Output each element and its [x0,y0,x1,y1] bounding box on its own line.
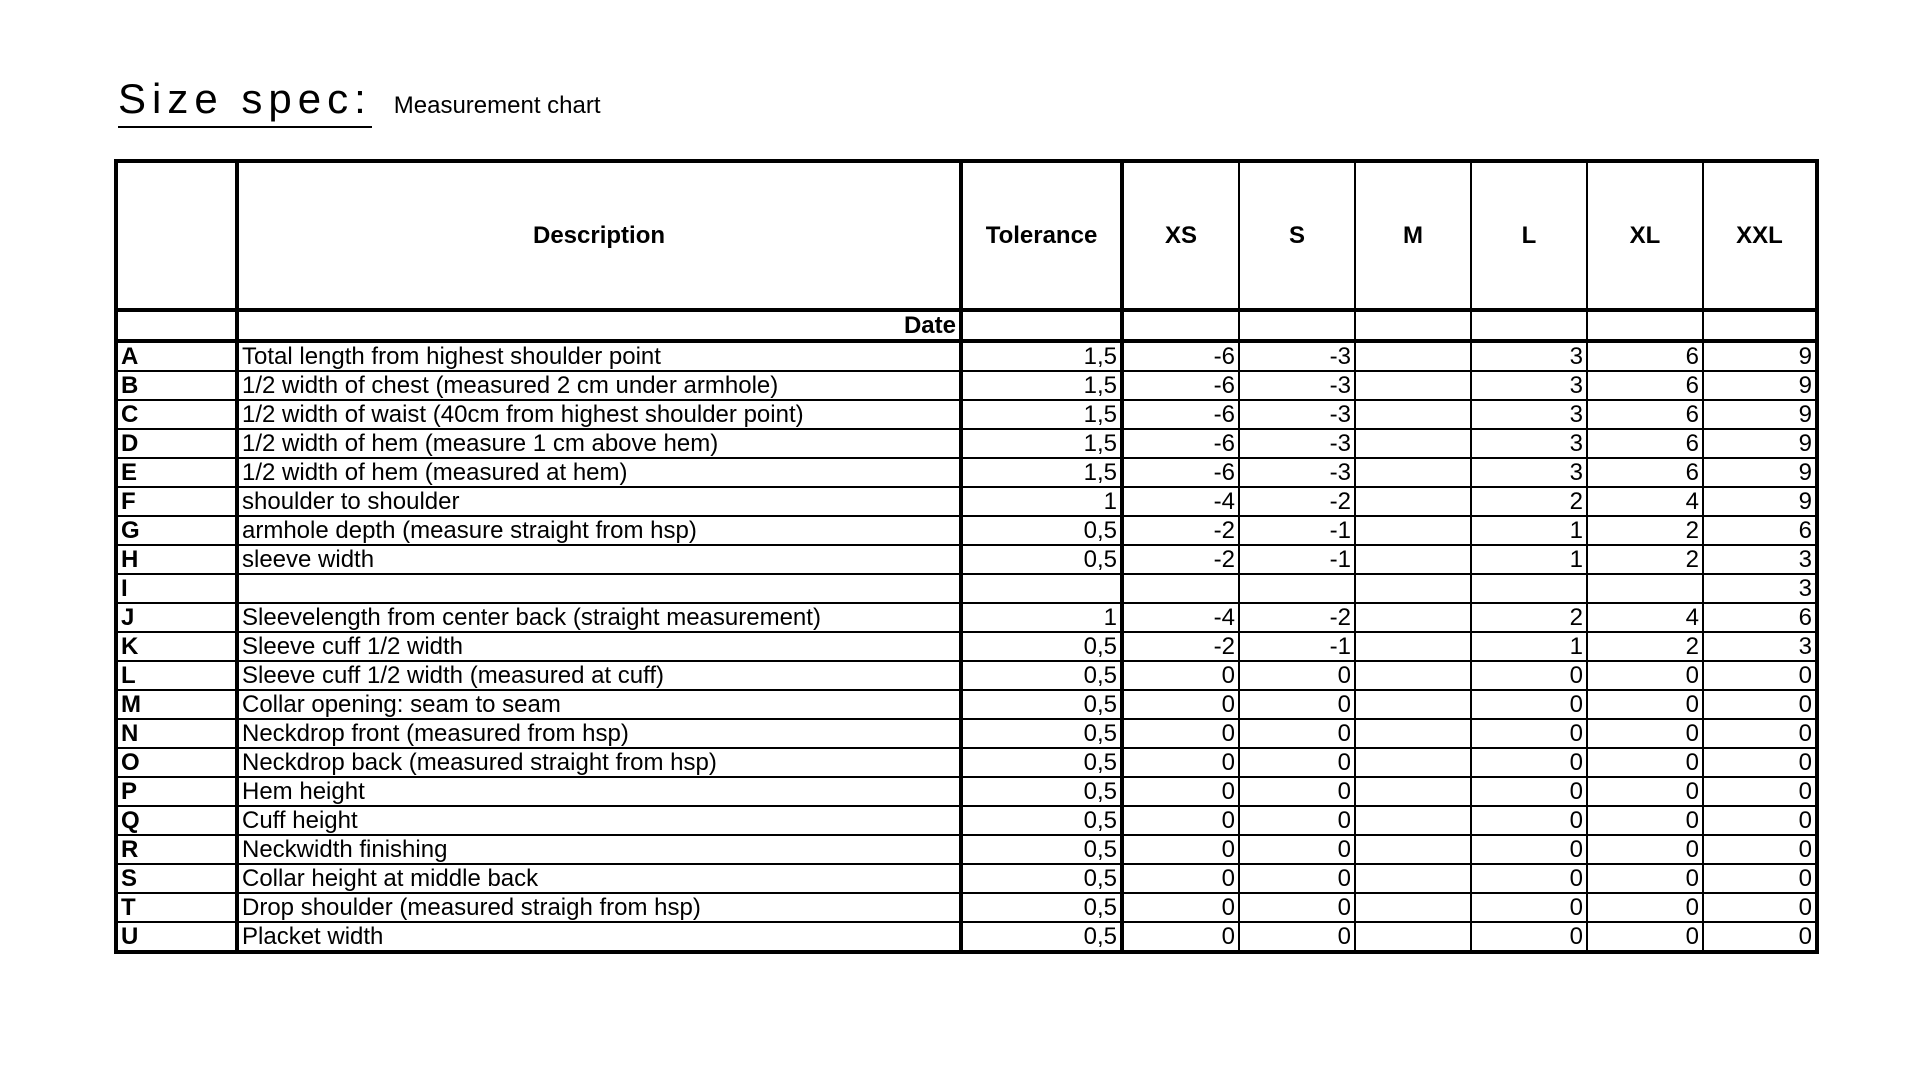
row-value-s: 0 [1239,922,1355,952]
row-tolerance: 0,5 [961,777,1122,806]
row-tolerance: 0,5 [961,690,1122,719]
row-value-xxl: 0 [1703,893,1817,922]
row-value-xl: 0 [1587,806,1703,835]
row-description: Neckdrop front (measured from hsp) [237,719,961,748]
row-value-xs: -6 [1122,429,1239,458]
row-tolerance: 0,5 [961,864,1122,893]
row-tolerance: 0,5 [961,748,1122,777]
row-tolerance: 0,5 [961,516,1122,545]
row-value-l: 0 [1471,806,1587,835]
row-code: L [116,661,237,690]
date-code-cell [116,310,237,341]
table-row [116,429,1817,458]
table-row [116,603,1817,632]
row-value-s: 0 [1239,893,1355,922]
row-value-l: 0 [1471,748,1587,777]
row-value-xs: 0 [1122,690,1239,719]
table-row [116,487,1817,516]
row-value-xxl: 0 [1703,748,1817,777]
row-value-l: 3 [1471,341,1587,371]
row-tolerance: 0,5 [961,545,1122,574]
row-code: G [116,516,237,545]
row-value-s: 0 [1239,864,1355,893]
row-value-xs: -6 [1122,341,1239,371]
date-size-cell [1355,310,1471,341]
row-value-xs: 0 [1122,719,1239,748]
row-value-xl: 0 [1587,719,1703,748]
row-value-l: 3 [1471,371,1587,400]
row-code: I [116,574,237,603]
row-value-m [1355,806,1471,835]
row-value-xl: 0 [1587,690,1703,719]
row-value-l: 1 [1471,516,1587,545]
row-value-l: 0 [1471,893,1587,922]
row-value-m [1355,429,1471,458]
row-value-xxl: 9 [1703,400,1817,429]
table-body [116,310,1817,952]
row-value-m [1355,487,1471,516]
table-row [116,516,1817,545]
row-value-xxl: 9 [1703,458,1817,487]
row-value-xl: 0 [1587,835,1703,864]
row-value-xxl: 6 [1703,603,1817,632]
date-tolerance-cell [961,310,1122,341]
header-size-xs: XS [1122,161,1239,310]
row-value-s: -3 [1239,341,1355,371]
row-value-l: 2 [1471,487,1587,516]
row-value-s: 0 [1239,719,1355,748]
row-code: A [116,341,237,371]
row-value-xl: 2 [1587,545,1703,574]
date-size-cell [1703,310,1817,341]
row-value-l: 0 [1471,922,1587,952]
row-code: C [116,400,237,429]
date-label: Date [237,310,961,341]
row-value-xl: 6 [1587,341,1703,371]
row-value-l: 2 [1471,603,1587,632]
table-row [116,371,1817,400]
row-value-m [1355,516,1471,545]
row-value-l: 3 [1471,429,1587,458]
row-value-s: -3 [1239,458,1355,487]
table-row [116,806,1817,835]
row-value-l: 0 [1471,661,1587,690]
row-description: Cuff height [237,806,961,835]
row-description: Hem height [237,777,961,806]
page-subtitle: Measurement chart [393,92,601,119]
row-value-xxl: 9 [1703,341,1817,371]
table-row [116,400,1817,429]
row-value-xxl: 9 [1703,371,1817,400]
row-value-xl: 6 [1587,371,1703,400]
table-row [116,690,1817,719]
row-description: Neckwidth finishing [237,835,961,864]
row-value-s: -2 [1239,487,1355,516]
row-value-xs: 0 [1122,864,1239,893]
row-description: shoulder to shoulder [237,487,961,516]
row-code: D [116,429,237,458]
row-description [237,574,961,603]
header-size-xl: XL [1587,161,1703,310]
date-size-cell [1239,310,1355,341]
row-description: Collar opening: seam to seam [237,690,961,719]
row-value-l: 3 [1471,400,1587,429]
page-title: Size spec: [118,78,372,128]
row-value-xxl: 6 [1703,516,1817,545]
row-value-m [1355,458,1471,487]
table-row [116,574,1817,603]
row-description: Collar height at middle back [237,864,961,893]
row-value-l [1471,574,1587,603]
row-value-xl: 4 [1587,603,1703,632]
row-value-xs: -6 [1122,371,1239,400]
row-description: 1/2 width of chest (measured 2 cm under armhole) [237,371,961,400]
row-value-xs [1122,574,1239,603]
row-tolerance: 0,5 [961,632,1122,661]
table-row [116,864,1817,893]
row-value-m [1355,893,1471,922]
row-value-s: 0 [1239,806,1355,835]
row-value-m [1355,371,1471,400]
row-code: N [116,719,237,748]
row-tolerance: 0,5 [961,806,1122,835]
row-code: U [116,922,237,952]
row-value-xl: 6 [1587,429,1703,458]
row-value-xs: 0 [1122,806,1239,835]
row-code: R [116,835,237,864]
row-value-m [1355,777,1471,806]
row-tolerance: 1 [961,487,1122,516]
table-row [116,893,1817,922]
row-description: Sleevelength from center back (straight measurement) [237,603,961,632]
row-description: Neckdrop back (measured straight from hsp) [237,748,961,777]
row-code: P [116,777,237,806]
row-value-xxl: 9 [1703,429,1817,458]
row-value-xs: -2 [1122,632,1239,661]
row-value-s: -2 [1239,603,1355,632]
row-value-xs: -2 [1122,516,1239,545]
row-tolerance [961,574,1122,603]
row-tolerance: 1 [961,603,1122,632]
row-value-xs: -6 [1122,400,1239,429]
row-code: K [116,632,237,661]
row-code: F [116,487,237,516]
row-tolerance: 1,5 [961,371,1122,400]
row-code: H [116,545,237,574]
row-value-m [1355,400,1471,429]
row-value-m [1355,545,1471,574]
row-value-xl: 2 [1587,632,1703,661]
row-value-s: 0 [1239,748,1355,777]
date-size-cell [1122,310,1239,341]
table-row [116,777,1817,806]
row-value-xl: 2 [1587,516,1703,545]
row-value-s: 0 [1239,661,1355,690]
row-value-m [1355,864,1471,893]
row-value-xs: 0 [1122,835,1239,864]
row-value-l: 1 [1471,632,1587,661]
table-row [116,341,1817,371]
table-row [116,922,1817,952]
row-value-s: 0 [1239,777,1355,806]
row-tolerance: 1,5 [961,429,1122,458]
row-code: B [116,371,237,400]
header-size-s: S [1239,161,1355,310]
date-size-cell [1471,310,1587,341]
row-description: Total length from highest shoulder point [237,341,961,371]
table-row [116,632,1817,661]
row-value-m [1355,341,1471,371]
date-size-cell [1587,310,1703,341]
row-value-m [1355,719,1471,748]
row-value-l: 0 [1471,719,1587,748]
row-value-m [1355,603,1471,632]
header-row [116,161,1817,310]
row-value-l: 0 [1471,835,1587,864]
title-block [118,75,601,128]
row-value-xl: 4 [1587,487,1703,516]
table-row [116,661,1817,690]
row-value-xl: 0 [1587,864,1703,893]
table-row [116,835,1817,864]
row-value-m [1355,835,1471,864]
header-size-xxl: XXL [1703,161,1817,310]
row-value-xl: 0 [1587,748,1703,777]
row-value-xxl: 0 [1703,690,1817,719]
measurement-table [114,159,1819,954]
row-code: S [116,864,237,893]
row-tolerance: 1,5 [961,341,1122,371]
row-tolerance: 0,5 [961,719,1122,748]
row-value-m [1355,661,1471,690]
row-value-xs: -2 [1122,545,1239,574]
row-tolerance: 1,5 [961,400,1122,429]
row-value-xxl: 0 [1703,777,1817,806]
table-row [116,719,1817,748]
row-code: Q [116,806,237,835]
row-tolerance: 0,5 [961,661,1122,690]
row-value-xl [1587,574,1703,603]
row-value-xxl: 3 [1703,632,1817,661]
row-value-xs: -4 [1122,487,1239,516]
row-value-xxl: 9 [1703,487,1817,516]
row-code: O [116,748,237,777]
row-value-m [1355,574,1471,603]
row-value-xs: 0 [1122,893,1239,922]
row-description: armhole depth (measure straight from hsp) [237,516,961,545]
row-value-s: -3 [1239,429,1355,458]
row-code: T [116,893,237,922]
row-value-xs: 0 [1122,777,1239,806]
row-value-xs: 0 [1122,748,1239,777]
row-code: E [116,458,237,487]
header-tolerance: Tolerance [961,161,1122,310]
row-tolerance: 0,5 [961,893,1122,922]
row-value-xxl: 0 [1703,661,1817,690]
table-row [116,545,1817,574]
row-value-xl: 6 [1587,400,1703,429]
row-description: Drop shoulder (measured straigh from hsp) [237,893,961,922]
row-value-xxl: 0 [1703,922,1817,952]
row-value-xl: 0 [1587,893,1703,922]
row-value-xl: 0 [1587,661,1703,690]
row-value-xs: 0 [1122,661,1239,690]
row-value-xxl: 3 [1703,545,1817,574]
row-value-xs: -6 [1122,458,1239,487]
header-size-m: M [1355,161,1471,310]
row-value-xl: 6 [1587,458,1703,487]
row-value-xs: 0 [1122,922,1239,952]
row-value-l: 0 [1471,864,1587,893]
row-code: M [116,690,237,719]
header-code [116,161,237,310]
row-description: Placket width [237,922,961,952]
row-value-l: 1 [1471,545,1587,574]
date-row [116,310,1817,341]
row-value-l: 3 [1471,458,1587,487]
table-row [116,748,1817,777]
row-tolerance: 0,5 [961,922,1122,952]
header-description: Description [237,161,961,310]
row-value-s: 0 [1239,690,1355,719]
row-value-xxl: 0 [1703,864,1817,893]
row-value-s [1239,574,1355,603]
row-value-s: -3 [1239,400,1355,429]
row-value-xxl: 0 [1703,806,1817,835]
row-value-l: 0 [1471,777,1587,806]
row-value-l: 0 [1471,690,1587,719]
row-description: 1/2 width of waist (40cm from highest shoulder point) [237,400,961,429]
row-value-s: -1 [1239,516,1355,545]
row-value-xl: 0 [1587,922,1703,952]
row-description: sleeve width [237,545,961,574]
table-row [116,458,1817,487]
row-value-m [1355,690,1471,719]
row-description: Sleeve cuff 1/2 width (measured at cuff) [237,661,961,690]
row-value-s: -1 [1239,545,1355,574]
row-description: 1/2 width of hem (measure 1 cm above hem) [237,429,961,458]
header-size-l: L [1471,161,1587,310]
row-value-xxl: 0 [1703,719,1817,748]
row-description: Sleeve cuff 1/2 width [237,632,961,661]
row-value-m [1355,748,1471,777]
row-value-s: -3 [1239,371,1355,400]
row-description: 1/2 width of hem (measured at hem) [237,458,961,487]
row-value-m [1355,632,1471,661]
row-value-xl: 0 [1587,777,1703,806]
row-value-xs: -4 [1122,603,1239,632]
row-value-xxl: 0 [1703,835,1817,864]
row-value-xxl: 3 [1703,574,1817,603]
row-code: J [116,603,237,632]
row-value-s: -1 [1239,632,1355,661]
row-tolerance: 0,5 [961,835,1122,864]
row-tolerance: 1,5 [961,458,1122,487]
row-value-m [1355,922,1471,952]
row-value-s: 0 [1239,835,1355,864]
